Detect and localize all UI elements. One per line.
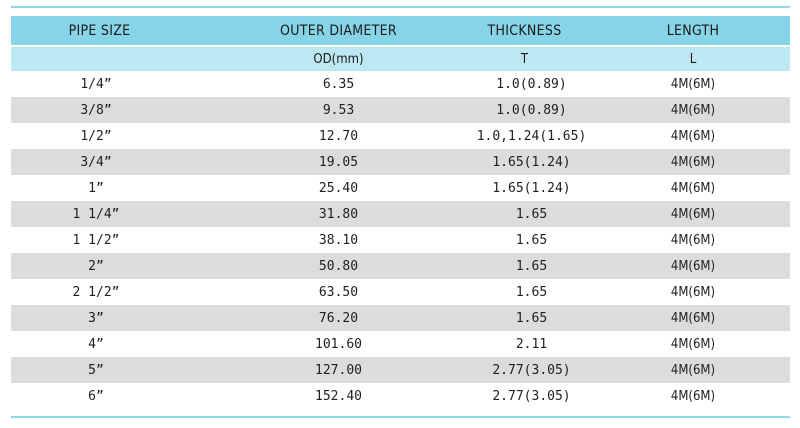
length-cell: 4M(6M) xyxy=(610,201,790,227)
pipe-size-cell: 1 1/2” xyxy=(72,232,120,248)
table-row xyxy=(11,253,790,279)
table-row xyxy=(11,71,790,97)
outer-diameter-cell: 63.50 xyxy=(318,284,359,300)
length-cell: 4M(6M) xyxy=(670,180,716,196)
table-row xyxy=(11,149,790,175)
thickness-cell: 1.0,1.24(1.65) xyxy=(476,128,587,144)
length-cell: 4M(6M) xyxy=(670,388,716,404)
outer-diameter-cell: 127.00 xyxy=(276,357,421,383)
table-row xyxy=(11,175,790,201)
length-cell: 4M(6M) xyxy=(610,97,790,123)
thickness-cell: 1.0(0.89) xyxy=(421,97,610,123)
thickness-cell: 1.0(0.89) xyxy=(496,76,567,92)
thickness-cell: 1.65 xyxy=(421,201,610,227)
header-pipe-size: PIPE SIZE xyxy=(11,16,276,45)
pipe-size-cell: 4” xyxy=(88,336,104,352)
header-outer-diameter: OUTER DIAMETER xyxy=(276,16,421,45)
length-cell: 4M(6M) xyxy=(610,357,790,383)
length-cell: 4M(6M) xyxy=(610,305,790,331)
outer-diameter-cell: 6.35 xyxy=(322,76,355,92)
table-row xyxy=(11,227,790,253)
table-row xyxy=(11,201,790,227)
thickness-cell: 1.65 xyxy=(421,305,610,331)
pipe-size-cell: 1/4” xyxy=(80,76,112,92)
table-row xyxy=(11,305,790,331)
pipe-spec-table xyxy=(11,16,790,409)
table-row xyxy=(11,331,790,357)
table-row xyxy=(11,97,790,123)
pipe-size-cell: 2” xyxy=(11,253,276,279)
outer-diameter-cell: 31.80 xyxy=(276,201,421,227)
header-thickness: THICKNESS xyxy=(421,16,610,45)
length-cell: 4M(6M) xyxy=(610,149,790,175)
pipe-size-cell: 1/2” xyxy=(80,128,112,144)
thickness-cell: 1.65(1.24) xyxy=(421,149,610,175)
outer-diameter-cell: 19.05 xyxy=(276,149,421,175)
pipe-size-cell: 3/4” xyxy=(11,149,276,175)
subheader-od-unit: OD(mm) xyxy=(276,47,421,71)
header-length: LENGTH xyxy=(610,16,790,45)
outer-diameter-cell: 76.20 xyxy=(276,305,421,331)
thickness-cell: 1.65 xyxy=(421,253,610,279)
thickness-cell: 1.65(1.24) xyxy=(492,180,571,196)
pipe-size-cell: 1 1/4” xyxy=(11,201,276,227)
pipe-size-cell: 3/8” xyxy=(11,97,276,123)
subheader-length-symbol: L xyxy=(610,47,790,71)
table-row xyxy=(11,123,790,149)
outer-diameter-cell: 25.40 xyxy=(318,180,359,196)
thickness-cell: 2.77(3.05) xyxy=(421,357,610,383)
outer-diameter-cell: 101.60 xyxy=(315,336,362,352)
thickness-cell: 2.77(3.05) xyxy=(492,388,571,404)
table-row xyxy=(11,279,790,305)
length-cell: 4M(6M) xyxy=(670,76,716,92)
outer-diameter-cell: 38.10 xyxy=(318,232,359,248)
table-row xyxy=(11,357,790,383)
outer-diameter-cell: 50.80 xyxy=(276,253,421,279)
outer-diameter-cell: 12.70 xyxy=(318,128,359,144)
table-body xyxy=(11,71,790,409)
outer-diameter-cell: 152.40 xyxy=(315,388,362,404)
thickness-cell: 2.11 xyxy=(515,336,548,352)
subheader-thickness-symbol: T xyxy=(421,47,610,71)
header-row xyxy=(11,16,790,45)
outer-diameter-cell: 9.53 xyxy=(276,97,421,123)
thickness-cell: 1.65 xyxy=(515,232,548,248)
top-rule xyxy=(11,6,790,8)
thickness-cell: 1.65 xyxy=(515,284,548,300)
bottom-rule xyxy=(11,416,790,418)
length-cell: 4M(6M) xyxy=(670,232,716,248)
pipe-size-cell: 2 1/2” xyxy=(72,284,120,300)
pipe-size-cell: 5” xyxy=(11,357,276,383)
subheader-row xyxy=(11,47,790,71)
length-cell: 4M(6M) xyxy=(670,336,716,352)
table-row xyxy=(11,383,790,409)
subheader-pipe-size xyxy=(11,47,276,71)
pipe-size-cell: 1” xyxy=(88,180,104,196)
pipe-size-cell: 6” xyxy=(88,388,104,404)
length-cell: 4M(6M) xyxy=(670,284,716,300)
length-cell: 4M(6M) xyxy=(610,253,790,279)
length-cell: 4M(6M) xyxy=(670,128,716,144)
pipe-size-cell: 3” xyxy=(11,305,276,331)
